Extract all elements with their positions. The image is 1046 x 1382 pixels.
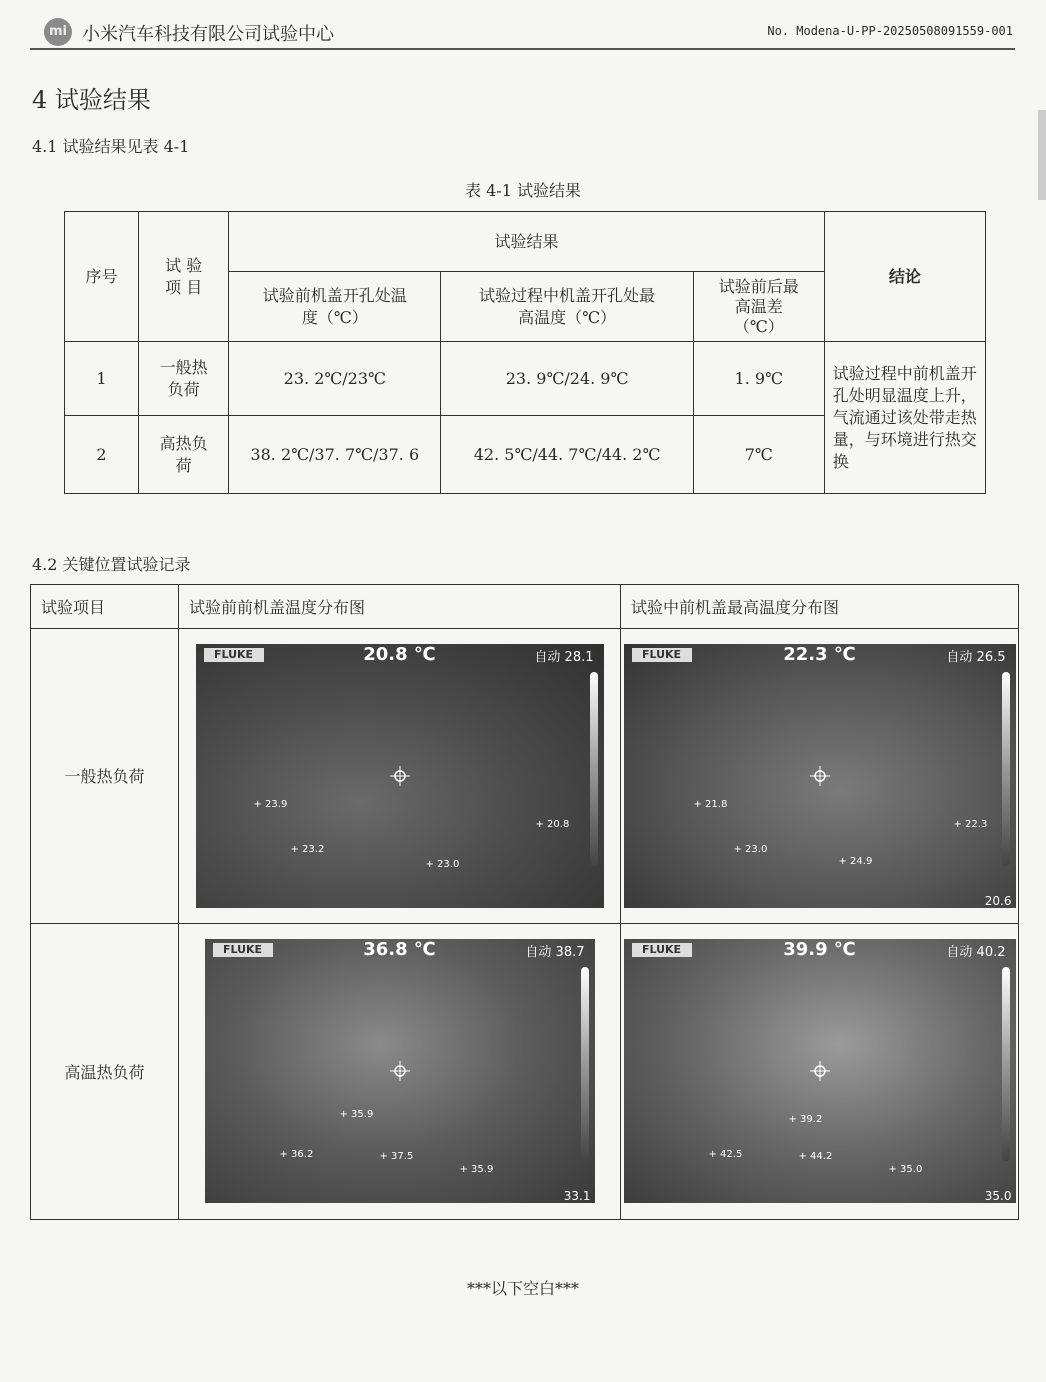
- min-temperature: 33.1: [563, 1189, 591, 1204]
- row-before: 38. 2℃/37. 7℃/37. 6: [229, 416, 441, 494]
- organization-name: 小米汽车科技有限公司试验中心: [82, 24, 334, 45]
- fluke-brand-label: FLUKE: [632, 943, 692, 957]
- mode-and-max-temperature: 自动 40.2: [946, 945, 1006, 961]
- color-scale-bar: [1002, 672, 1010, 866]
- color-scale-bar: [590, 672, 598, 866]
- results-table: [64, 211, 986, 494]
- thermal-cell: [621, 629, 1019, 923]
- header-conclusion: 结论: [824, 212, 985, 342]
- mode-and-max-temperature: 自动 26.5: [946, 649, 1006, 665]
- company-logo: mi: [44, 18, 72, 46]
- fluke-brand-label: FLUKE: [204, 648, 264, 662]
- center-temperature: 39.9 ℃: [783, 939, 856, 961]
- spot-temperature-tag: + 36.2: [279, 1149, 314, 1161]
- crosshair-icon: [810, 766, 830, 786]
- fluke-brand-label: FLUKE: [632, 648, 692, 662]
- crosshair-icon: [390, 766, 410, 786]
- thermal-record-table: [30, 584, 1019, 1220]
- spot-temperature-tag: + 20.8: [535, 818, 570, 830]
- conclusion-cell: 试验过程中前机盖开孔处明显温度上升，气流通过该处带走热量，与环境进行热交换: [824, 342, 985, 494]
- row-before: 23. 2℃/23℃: [229, 342, 441, 416]
- row-no: 1: [65, 342, 139, 416]
- thermal-cell: [179, 629, 621, 923]
- mode-and-max-temperature: 自动 28.1: [534, 649, 594, 665]
- center-temperature: 20.8 ℃: [363, 643, 436, 665]
- spot-temperature-tag: + 23.0: [425, 858, 460, 870]
- spot-temperature-tag: + 22.3: [953, 818, 988, 830]
- subsection-title-4-2: 4.2 关键位置试验记录: [32, 555, 191, 574]
- header-result: 试验结果: [229, 212, 824, 272]
- spot-temperature-tag: + 35.9: [459, 1164, 494, 1176]
- footer-note: ***以下空白***: [466, 1279, 579, 1298]
- crosshair-icon: [390, 1061, 410, 1081]
- thermal-cell: [621, 923, 1019, 1219]
- crosshair-icon: [810, 1061, 830, 1081]
- center-temperature: 36.8 ℃: [363, 939, 436, 961]
- row-item: 高热负 荷: [139, 416, 229, 494]
- center-temperature: 22.3 ℃: [783, 643, 856, 665]
- header-before: 试验前机盖开孔处温 度（℃）: [229, 272, 441, 342]
- row-no: 2: [65, 416, 139, 494]
- thermal-image: [196, 644, 604, 908]
- subsection-title-4-1: 4.1 试验结果见表 4-1: [32, 137, 190, 156]
- mode-and-max-temperature: 自动 38.7: [525, 945, 585, 961]
- header-during-image: 试验中前机盖最高温度分布图: [621, 585, 1019, 629]
- header-diff: 试验前后最 高温差 （℃）: [693, 272, 824, 342]
- fluke-brand-label: FLUKE: [213, 943, 273, 957]
- row-item: 一般热 负荷: [139, 342, 229, 416]
- color-scale-bar: [1002, 967, 1010, 1161]
- table-caption: 表 4-1 试验结果: [465, 181, 581, 200]
- spot-temperature-tag: + 37.5: [379, 1151, 414, 1163]
- spot-temperature-tag: + 23.2: [290, 843, 325, 855]
- header-no: 序号: [65, 212, 139, 342]
- min-temperature: 35.0: [984, 1189, 1012, 1204]
- document-number: No. Modena-U-PP-20250508091559-001: [767, 24, 1013, 38]
- section-title: 4 试验结果: [32, 86, 151, 114]
- spot-temperature-tag: + 23.0: [733, 843, 768, 855]
- min-temperature: 20.6: [984, 893, 1012, 908]
- page-header: [30, 12, 1015, 50]
- header-before-image: 试验前前机盖温度分布图: [179, 585, 621, 629]
- row-diff: 1. 9℃: [693, 342, 824, 416]
- spot-temperature-tag: + 35.0: [888, 1164, 923, 1176]
- row-label-high-load: 高温热负荷: [31, 923, 179, 1219]
- row-during: 42. 5℃/44. 7℃/44. 2℃: [441, 416, 694, 494]
- thermal-image: [624, 644, 1016, 908]
- spot-temperature-tag: + 21.8: [693, 798, 728, 810]
- spot-temperature-tag: + 23.9: [253, 798, 288, 810]
- thermal-image: [624, 939, 1016, 1203]
- spot-temperature-tag: + 39.2: [788, 1114, 823, 1126]
- spot-temperature-tag: + 35.9: [339, 1109, 374, 1121]
- header-during: 试验过程中机盖开孔处最 高温度（℃）: [441, 272, 694, 342]
- color-scale-bar: [581, 967, 589, 1161]
- spot-temperature-tag: + 24.9: [838, 855, 873, 867]
- row-diff: 7℃: [693, 416, 824, 494]
- row-label-general-load: 一般热负荷: [31, 629, 179, 923]
- table-row: [65, 342, 986, 416]
- spot-temperature-tag: + 42.5: [708, 1149, 743, 1161]
- thermal-image: [205, 939, 595, 1203]
- spot-temperature-tag: + 44.2: [798, 1151, 833, 1163]
- thermal-cell: [179, 923, 621, 1219]
- header-test-item: 试验项目: [31, 585, 179, 629]
- header-item: 试 验 项 目: [139, 212, 229, 342]
- row-during: 23. 9℃/24. 9℃: [441, 342, 694, 416]
